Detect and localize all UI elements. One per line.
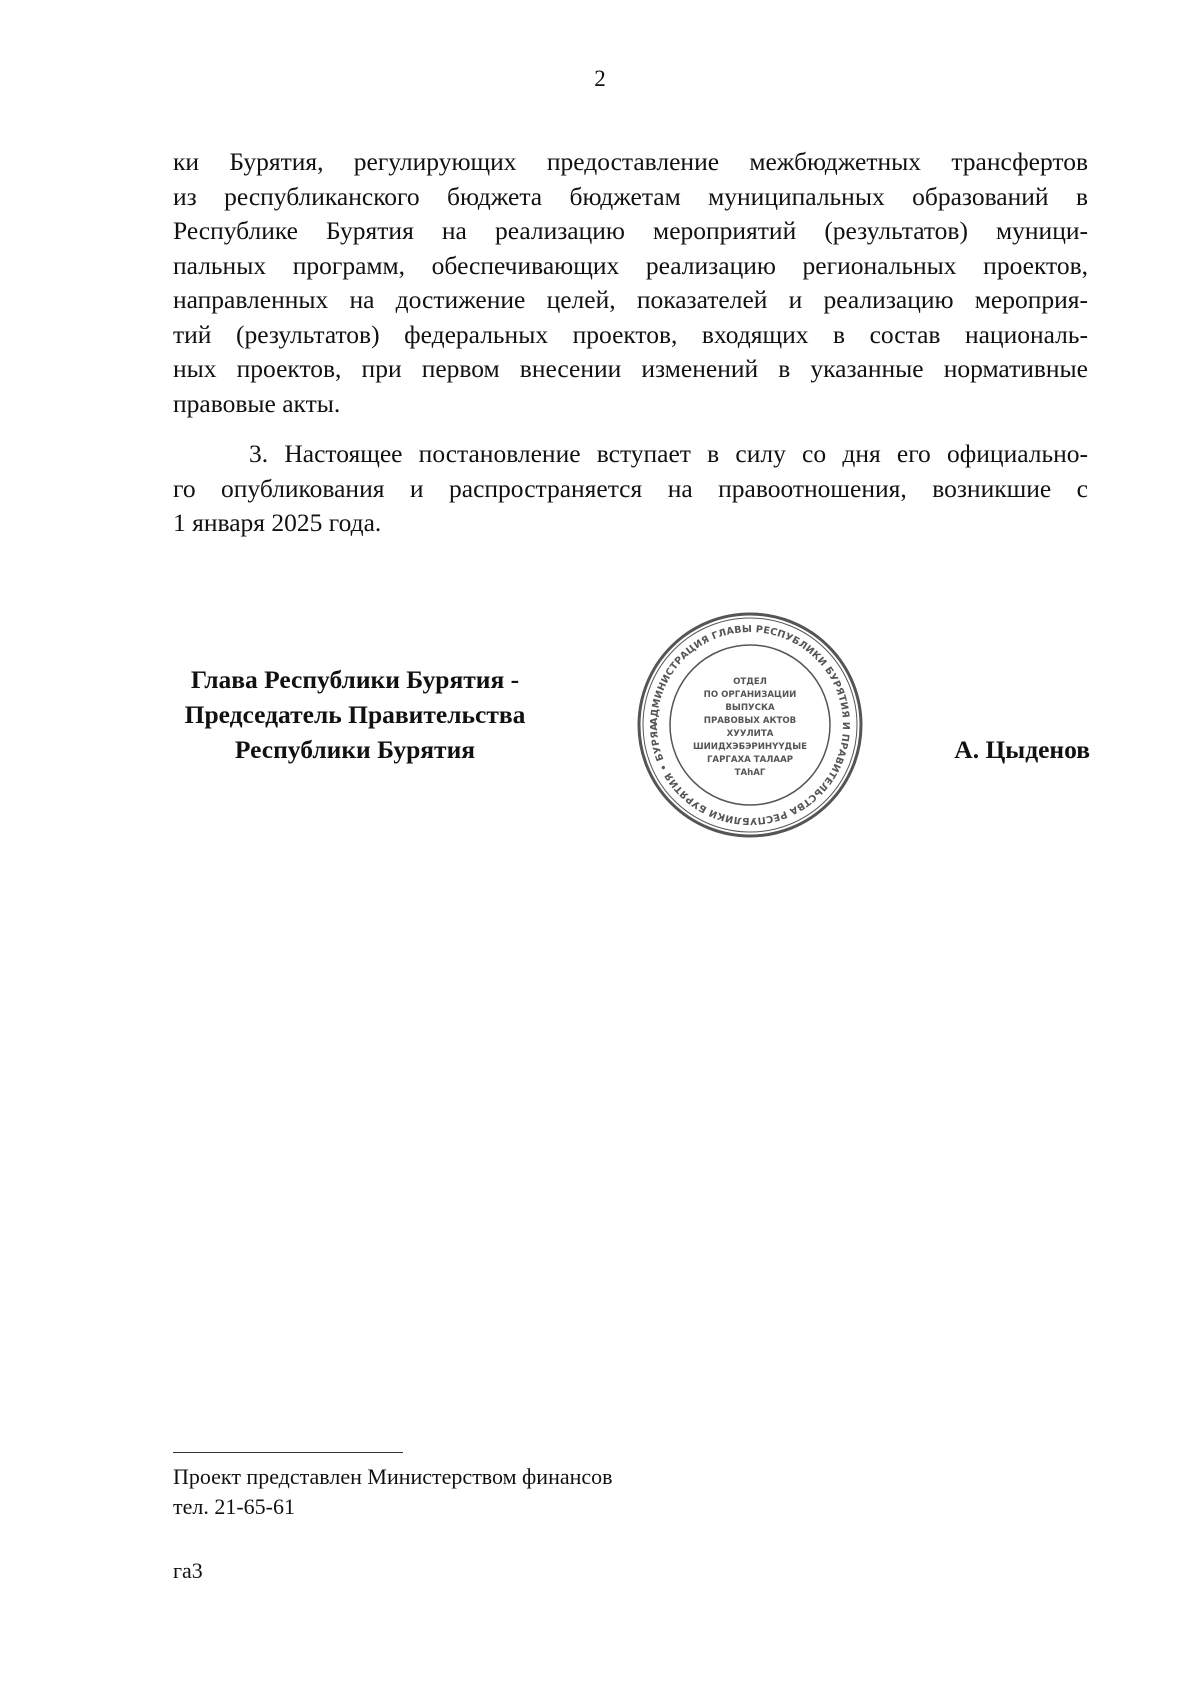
position-line: Республики Бурятия xyxy=(234,735,476,764)
paragraph-line: 1 января 2025 года. xyxy=(173,508,382,537)
seal-ring-text: АДМИНИСТРАЦИЯ ГЛАВЫ РЕСПУБЛИКИ БУРЯТИЯ И ПРАВИТЕЛЬСТВА РЕСПУБЛИКИ БУРЯТИЯ • БУРЯА xyxy=(648,623,852,827)
seal-center-line: ПРАВОВЫХ АКТОВ xyxy=(703,716,797,726)
paragraph-line: из республиканского бюджета бюджетам муниципальных образований в xyxy=(173,181,1088,211)
footnote xyxy=(173,1462,613,1522)
paragraph-line: Республике Бурятия на реализацию мероприятий (результатов) муници- xyxy=(173,216,1088,245)
position-line: Глава Республики Бурятия - xyxy=(190,665,520,694)
paragraph-continuation xyxy=(173,145,1088,421)
signatory-position xyxy=(155,662,555,767)
paragraph-line: ки Бурятия, регулирующих предоставление межбюджетных трансфертов xyxy=(173,147,1088,176)
seal-center-line: ПО ОРГАНИЗАЦИИ xyxy=(703,690,797,700)
page-number: 2 xyxy=(594,66,606,91)
official-seal-stamp xyxy=(635,610,865,840)
paragraph-3 xyxy=(173,437,1088,541)
footnote-phone: тел. 21-65-61 xyxy=(173,1494,296,1519)
signer-name: А. Цыденов xyxy=(954,735,1090,764)
paragraph-line: тий (результатов) федеральных проектов, входящих в состав националь- xyxy=(173,319,1088,349)
executor-initials: га3 xyxy=(173,1558,203,1583)
footnote-line: Проект представлен Министерством финансов xyxy=(173,1464,613,1489)
seal-center-line: ОТДЕЛ xyxy=(733,677,767,687)
seal-center-line: ГАРГАХА ТАЛААР xyxy=(706,755,794,765)
seal-center-line: ВЫПУСКА xyxy=(725,703,775,713)
paragraph-line: ных проектов, при первом внесении изменений в указанные нормативные xyxy=(173,354,1088,383)
paragraph-line: направленных на достижение целей, показателей и реализацию мероприя- xyxy=(173,285,1088,314)
seal-center-line: ТАһАГ xyxy=(734,768,766,778)
seal-center-line: ШИИДХЭБЭРИНҮҮДЫЕ xyxy=(692,742,808,752)
position-line: Председатель Правительства xyxy=(184,700,526,729)
paragraph-line: правовые акты. xyxy=(173,388,341,418)
paragraph-line: го опубликования и распространяется на правоотношения, возникшие с xyxy=(173,473,1088,503)
paragraph-line: 3. Настоящее постановление вступает в силу со дня его официально- xyxy=(249,439,1088,468)
footnote-divider xyxy=(173,1452,403,1453)
paragraph-line: пальных программ, обеспечивающих реализацию региональных проектов, xyxy=(173,250,1088,280)
seal-center-line: ХУУЛИТА xyxy=(726,729,774,739)
